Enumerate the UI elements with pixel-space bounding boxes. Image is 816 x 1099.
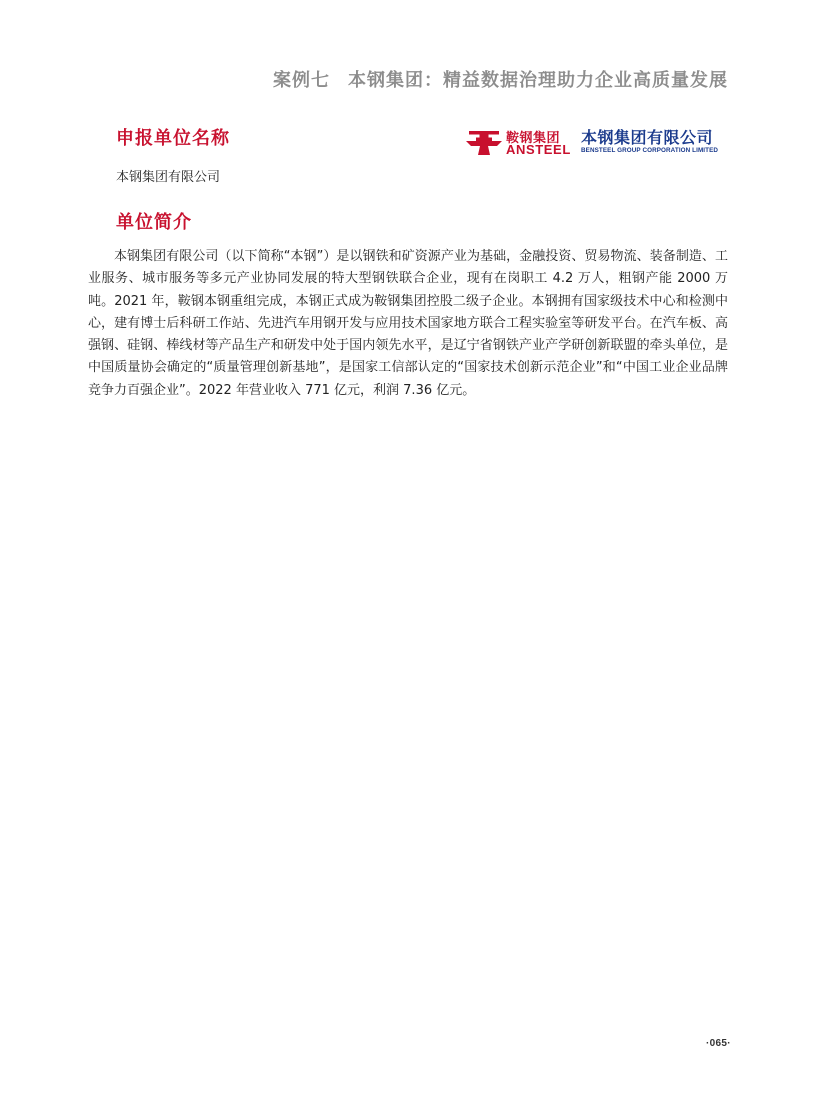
bensteel-logo-en: BENSTEEL GROUP CORPORATION LIMITED	[581, 147, 719, 154]
ansteel-emblem-icon	[466, 128, 502, 156]
bensteel-logo-cn: 本钢集团有限公司	[581, 128, 714, 147]
intro-paragraph: 本钢集团有限公司（以下简称“本钢”）是以钢铁和矿资源产业为基础，金融投资、贸易物流、装备制造、工业服务、城市服务等多元产业协同发展的特大型钢铁联合企业，现有在岗职工 4.2 万人，粗钢产能 2000 万吨。2021 年，鞍钢本钢重组完成，本钢正式成为鞍钢集团控股二级子企业。本钢拥有国家级技术中心和检测中心，建有博士后科研工作站、先进汽车用钢开发与应用技术国家地方联合工程实验室等研发平台。在汽车板、高强钢、硅钢、棒线材等产品生产和研发中处于国内领先水平，是辽宁省钢铁产业产学研创新联盟的牵头单位，是中国质量协会确定的“质量管理创新基地”，是国家工信部认定的“国家技术创新示范企业”和“中国工业企业品牌竞争力百强企业”。2022 年营业收入 771 亿元，利润 7.36 亿元。	[88, 249, 728, 398]
case-number: 案例七	[273, 70, 330, 91]
page-number: ·065·	[706, 1038, 731, 1049]
ansteel-logo-cn: 鞍钢集团	[506, 131, 561, 146]
ansteel-logo-en: ANSTEEL	[506, 142, 571, 157]
applicant-name: 本钢集团有限公司	[116, 170, 221, 185]
case-title: 本钢集团：精益数据治理助力企业高质量发展	[348, 70, 728, 91]
running-header	[273, 66, 728, 92]
logo-divider	[577, 131, 578, 155]
company-logo	[466, 128, 730, 158]
applicant-heading: 申报单位名称	[116, 128, 230, 149]
intro-heading: 单位简介	[116, 212, 192, 233]
